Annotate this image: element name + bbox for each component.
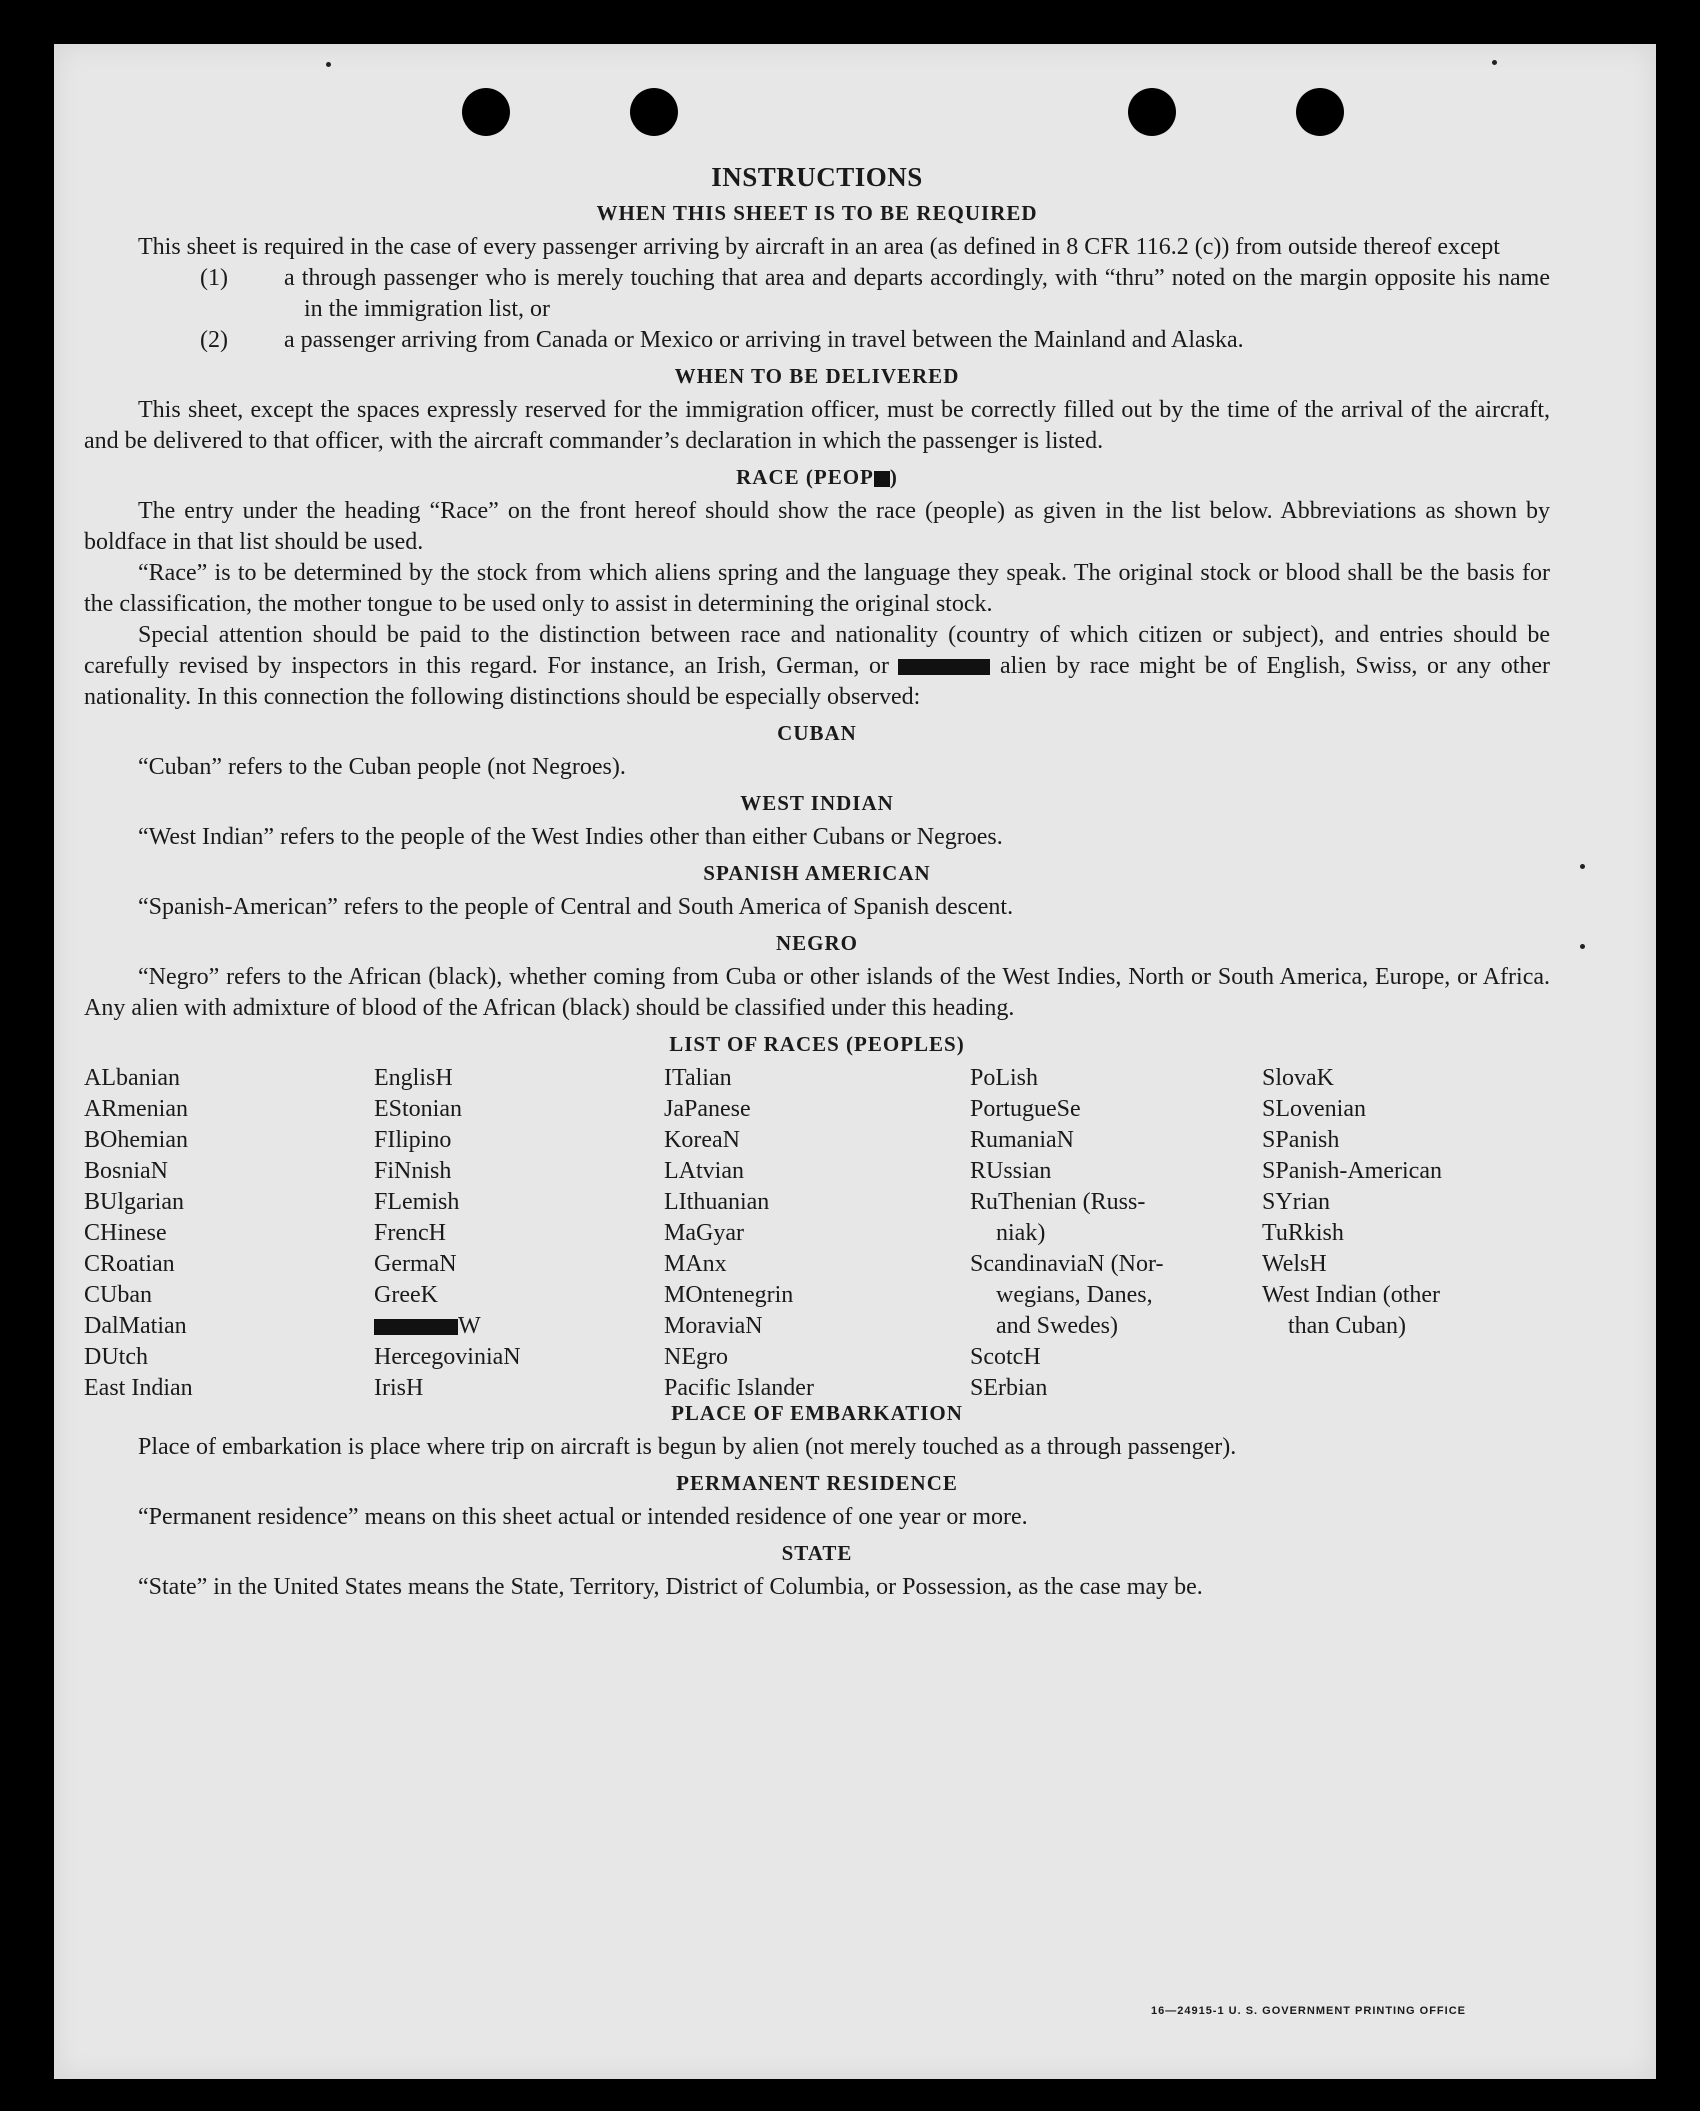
race-entry: TuRkish xyxy=(1262,1220,1344,1246)
race-column xyxy=(1262,1063,1442,1342)
section-heading: PERMANENT RESIDENCE xyxy=(676,1471,958,1495)
race-entry: ScotcH xyxy=(970,1344,1041,1370)
race-entry: KoreaN xyxy=(664,1127,740,1153)
printer-imprint: 16—24915-1 U. S. GOVERNMENT PRINTING OFFICE xyxy=(1150,2005,1466,2017)
item-number: (1) xyxy=(200,265,228,291)
section-heading: WHEN THIS SHEET IS TO BE REQUIRED xyxy=(596,201,1038,225)
definition: “Permanent residence” means on this sheet actual or intended residence of one year or more. xyxy=(138,1504,1028,1530)
heading-text: RACE (PEOP xyxy=(736,465,874,489)
section-heading: WHEN TO BE DELIVERED xyxy=(674,364,960,388)
speck xyxy=(1492,60,1497,65)
race-entry: ScandinaviaN (Nor- xyxy=(970,1251,1164,1277)
race-entry: DalMatian xyxy=(84,1313,187,1339)
race-entry: CHinese xyxy=(84,1220,167,1246)
race-entry: CUban xyxy=(84,1282,152,1308)
paragraph: The entry under the heading “Race” on the front hereof should show the race (people) as given in the list below. Abbreviations as shown by boldface in that list should be used. xyxy=(84,498,1550,555)
race-entry: ARmenian xyxy=(84,1096,188,1122)
race-entry-redacted xyxy=(374,1311,521,1342)
race-column xyxy=(84,1063,193,1404)
race-column xyxy=(664,1063,814,1404)
race-entry: ITalian xyxy=(664,1065,732,1091)
race-entry: GreeK xyxy=(374,1282,438,1308)
race-entry-continued: wegians, Danes, xyxy=(996,1282,1153,1308)
race-entry-text: W xyxy=(458,1313,481,1339)
page-title: INSTRUCTIONS xyxy=(711,162,923,192)
section-heading: LIST OF RACES (PEOPLES) xyxy=(669,1032,965,1056)
race-entry: RumaniaN xyxy=(970,1127,1074,1153)
race-entry: FiNnish xyxy=(374,1158,452,1184)
race-column xyxy=(374,1063,521,1404)
punch-hole xyxy=(630,88,678,136)
race-entry: Pacific Islander xyxy=(664,1375,814,1401)
item-number: (2) xyxy=(200,327,228,353)
race-entry-continued: niak) xyxy=(996,1220,1046,1246)
race-entry: SLovenian xyxy=(1262,1096,1366,1122)
race-entry: CRoatian xyxy=(84,1251,175,1277)
item-text: a passenger arriving from Canada or Mexico or arriving in travel between the Mainland and Alaska. xyxy=(284,327,1244,353)
section-heading xyxy=(84,465,1550,490)
paragraph: “State” in the United States means the State, Territory, District of Columbia, or Possession, as the case may be. xyxy=(138,1574,1203,1600)
paragraph: This sheet, except the spaces expressly reserved for the immigration officer, must be correctly filled out by the time of the arrival of the aircraft, and be delivered to that officer, with the aircraft commander’s declaration in which the passenger is listed. xyxy=(84,397,1550,454)
race-entry-continued: than Cuban) xyxy=(1288,1313,1406,1339)
speck xyxy=(326,62,331,67)
race-entry: RUssian xyxy=(970,1158,1052,1184)
race-entry: LAtvian xyxy=(664,1158,744,1184)
definition: “Cuban” refers to the Cuban people (not Negroes). xyxy=(138,754,626,780)
race-entry: MAnx xyxy=(664,1251,727,1277)
race-column xyxy=(970,1063,1163,1404)
race-entry: WelsH xyxy=(1262,1251,1327,1277)
race-entry: EStonian xyxy=(374,1096,462,1122)
race-entry: HercegoviniaN xyxy=(374,1344,521,1370)
race-entry: PoLish xyxy=(970,1065,1039,1091)
document-page xyxy=(54,44,1656,2079)
race-entry: SlovaK xyxy=(1262,1065,1334,1091)
paragraph: This sheet is required in the case of every passenger arriving by aircraft in an area (as defined in 8 CFR 116.2 (c)) from outside thereof except xyxy=(138,234,1500,260)
redaction-mark xyxy=(374,1319,458,1335)
punch-hole xyxy=(1128,88,1176,136)
race-entry: NEgro xyxy=(664,1344,728,1370)
race-entry: SPanish-American xyxy=(1262,1158,1442,1184)
race-entry: ALbanian xyxy=(84,1065,180,1091)
race-entry: EnglisH xyxy=(374,1065,453,1091)
list-item xyxy=(84,263,1550,325)
section-heading: WEST INDIAN xyxy=(740,791,894,815)
definition: “Spanish-American” refers to the people of Central and South America of Spanish descent. xyxy=(138,894,1014,920)
race-list xyxy=(84,1063,1550,1401)
punch-hole xyxy=(1296,88,1344,136)
paragraph: “Race” is to be determined by the stock from which aliens spring and the language they speak. The original stock or blood shall be the basis for the classification, the mother tongue to be used only to assist in determining the original stock. xyxy=(84,560,1550,617)
paragraph: Place of embarkation is place where trip on aircraft is begun by alien (not merely touched as a through passenger). xyxy=(138,1434,1237,1460)
punch-hole xyxy=(462,88,510,136)
section-heading: STATE xyxy=(781,1541,853,1565)
race-entry: DUtch xyxy=(84,1344,148,1370)
race-entry: MaGyar xyxy=(664,1220,744,1246)
race-entry: FIlipino xyxy=(374,1127,452,1153)
paragraph-text: Special attention should be paid to the distinction between race and nationality (country of which citizen or subject), and entries should be carefully revised by inspectors in this regard. For instance, an Irish, German, or xyxy=(84,622,1550,679)
speck xyxy=(1580,944,1585,949)
redaction-mark xyxy=(874,471,890,487)
item-text: a through passenger who is merely touching that area and departs accordingly, with “thru” noted on the margin opposite his name in the immigration list, or xyxy=(284,265,1550,322)
race-entry: BOhemian xyxy=(84,1127,188,1153)
race-entry: LIthuanian xyxy=(664,1189,770,1215)
race-entry-continued: and Swedes) xyxy=(996,1313,1118,1339)
race-entry: RuThenian (Russ- xyxy=(970,1189,1146,1215)
race-entry: SErbian xyxy=(970,1375,1048,1401)
paragraph xyxy=(84,620,1550,713)
race-entry: East Indian xyxy=(84,1375,193,1401)
section-heading: CUBAN xyxy=(777,721,857,745)
race-entry: BUlgarian xyxy=(84,1189,184,1215)
race-entry: PortugueSe xyxy=(970,1096,1081,1122)
race-entry: MOntenegrin xyxy=(664,1282,794,1308)
race-entry: JaPanese xyxy=(664,1096,751,1122)
speck xyxy=(1580,864,1585,869)
race-entry: BosniaN xyxy=(84,1158,168,1184)
race-entry: SPanish xyxy=(1262,1127,1340,1153)
instructions-body xyxy=(84,162,1550,1603)
race-entry: MoraviaN xyxy=(664,1313,763,1339)
heading-text: ) xyxy=(889,465,898,489)
section-heading: PLACE OF EMBARKATION xyxy=(671,1401,963,1425)
list-item xyxy=(84,325,1550,356)
race-entry: IrisH xyxy=(374,1375,424,1401)
race-entry: GermaN xyxy=(374,1251,457,1277)
paragraph: “Negro” refers to the African (black), whether coming from Cuba or other islands of the West Indies, North or South America, Europe, or Africa. Any alien with admixture of blood of the African (black) should be classified under this heading. xyxy=(84,964,1550,1021)
race-entry: West Indian (other xyxy=(1262,1282,1441,1308)
paragraph-text: alien by race might be of English, Swiss, or any other nationality. In this connection the following distinctions should be especially observed: xyxy=(84,653,1551,710)
race-entry: FLemish xyxy=(374,1189,460,1215)
race-entry: FrencH xyxy=(374,1220,446,1246)
race-entry: SYrian xyxy=(1262,1189,1330,1215)
redaction-mark xyxy=(898,659,990,675)
section-heading: SPANISH AMERICAN xyxy=(703,861,931,885)
definition: “West Indian” refers to the people of the West Indies other than either Cubans or Negroes. xyxy=(138,824,1003,850)
section-heading: NEGRO xyxy=(775,931,858,955)
